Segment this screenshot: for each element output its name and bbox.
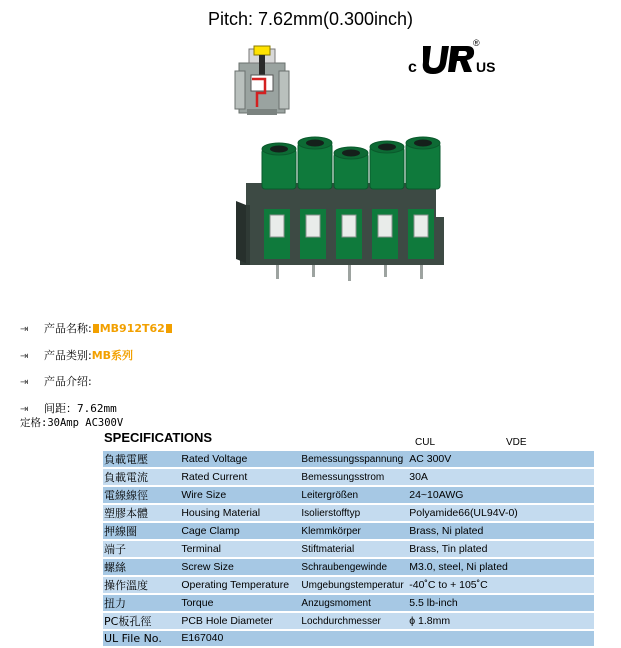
spec-row — [103, 595, 594, 611]
spec-label-de: Lochdurchmesser — [297, 613, 405, 629]
product-name-value: MB912T62 — [99, 322, 165, 335]
spec-row — [103, 469, 594, 485]
spec-row — [103, 523, 594, 539]
spec-label-de: Isolierstofftyp — [297, 505, 405, 521]
product-intro-label: 产品介绍: — [44, 375, 92, 388]
product-name-label: 产品名称: — [44, 322, 92, 335]
spec-label-zh: 押線圈 — [103, 523, 177, 539]
specifications-heading: SPECIFICATIONS — [104, 430, 213, 445]
svg-text:US: US — [476, 59, 496, 75]
spec-label-en: Cage Clamp — [177, 523, 297, 539]
svg-text:®: ® — [473, 38, 480, 48]
spec-value-vde — [518, 505, 594, 521]
bullet-arrow-icon: ⇥ — [20, 377, 29, 388]
pitch-value: 7.62mm — [77, 402, 117, 415]
product-name-row — [20, 320, 173, 336]
spec-value-cul: Brass, Ni plated — [405, 523, 518, 539]
product-intro-row — [20, 373, 92, 389]
spec-label-en: Rated Current — [177, 469, 297, 485]
spec-row — [103, 541, 594, 557]
svg-text:c: c — [408, 59, 417, 76]
rated-line: 定格:30Amp AC300V — [20, 417, 124, 429]
spec-label-zh: PC板孔徑 — [103, 613, 177, 629]
spec-label-en: Rated Voltage — [177, 451, 297, 467]
spec-label-zh: 負載電壓 — [103, 451, 177, 467]
spec-label-en: Operating Temperature — [177, 577, 297, 593]
spec-label-zh: 端子 — [103, 541, 177, 557]
spec-value-vde — [518, 631, 594, 646]
spec-label-de: Anzugsmoment — [297, 595, 405, 611]
spec-value-vde — [518, 541, 594, 557]
spec-label-en: PCB Hole Diameter — [177, 613, 297, 629]
spec-label-zh: 電線線徑 — [103, 487, 177, 503]
spec-value-cul: 24~10AWG — [405, 487, 518, 503]
spec-value-cul: AC 300V — [405, 451, 518, 467]
spec-value-cul: ϕ 1.8mm — [405, 613, 518, 629]
spec-label-zh: UL File No. — [103, 631, 177, 646]
spec-label-en: Terminal — [177, 541, 297, 557]
cutaway-diagram — [233, 45, 291, 117]
bullet-arrow-icon: ⇥ — [20, 324, 29, 335]
spec-row — [103, 451, 594, 467]
spec-label-de — [297, 631, 405, 646]
spec-label-en: Wire Size — [177, 487, 297, 503]
spec-label-zh: 操作溫度 — [103, 577, 177, 593]
spec-label-de: Stiftmaterial — [297, 541, 405, 557]
spec-label-zh: 塑膠本體 — [103, 505, 177, 521]
spec-value-vde — [518, 559, 594, 575]
spec-label-en: E167040 — [177, 631, 297, 646]
spec-value-vde — [518, 613, 594, 629]
bullet-arrow-icon: ⇥ — [20, 404, 29, 415]
spec-row — [103, 631, 594, 646]
spec-label-de: Umgebungstemperatur — [297, 577, 405, 593]
spec-value-cul: Brass, Tin plated — [405, 541, 518, 557]
spec-label-de: Klemmkörper — [297, 523, 405, 539]
product-category-row — [20, 347, 133, 363]
spec-row — [103, 577, 594, 593]
pitch-label: 间距： — [44, 402, 77, 415]
product-category-value[interactable]: MB系列 — [91, 349, 134, 362]
product-category-label: 产品类别: — [44, 349, 92, 362]
bullet-arrow-icon: ⇥ — [20, 351, 29, 362]
spec-row — [103, 613, 594, 629]
spec-value-vde — [518, 595, 594, 611]
spec-value-cul: M3.0, steel, Ni plated — [405, 559, 518, 575]
spec-label-de: Bemessungsspannung — [297, 451, 405, 467]
spec-label-en: Screw Size — [177, 559, 297, 575]
cul-us-certification-logo — [405, 38, 501, 78]
spec-value-vde — [518, 577, 594, 593]
spec-row — [103, 487, 594, 503]
spec-label-zh: 螺絲 — [103, 559, 177, 575]
spec-value-vde — [518, 523, 594, 539]
spec-label-de: Bemessungsstrom — [297, 469, 405, 485]
spec-value-cul: Polyamide66(UL94V-0) — [405, 505, 518, 521]
specifications-table — [103, 449, 594, 648]
spec-label-zh: 負載電流 — [103, 469, 177, 485]
spec-row — [103, 559, 594, 575]
column-header-cul: CUL — [415, 437, 436, 448]
spec-label-zh: 扭力 — [103, 595, 177, 611]
page-title: Pitch: 7.62mm(0.300inch) — [207, 9, 414, 29]
spec-value-cul: -40˚C to + 105˚C — [405, 577, 518, 593]
spec-label-en: Housing Material — [177, 505, 297, 521]
spec-value-vde — [518, 469, 594, 485]
terminal-block-image — [236, 135, 456, 287]
spec-label-de: Leitergrößen — [297, 487, 405, 503]
spec-value-vde — [518, 451, 594, 467]
spec-value-cul — [405, 631, 518, 646]
spec-label-en: Torque — [177, 595, 297, 611]
spec-label-de: Schraubengewinde — [297, 559, 405, 575]
column-header-vde: VDE — [506, 437, 527, 448]
pitch-row — [20, 400, 117, 416]
spec-value-cul: 30A — [405, 469, 518, 485]
spec-value-vde — [518, 487, 594, 503]
spec-value-cul: 5.5 lb-inch — [405, 595, 518, 611]
spec-row — [103, 505, 594, 521]
